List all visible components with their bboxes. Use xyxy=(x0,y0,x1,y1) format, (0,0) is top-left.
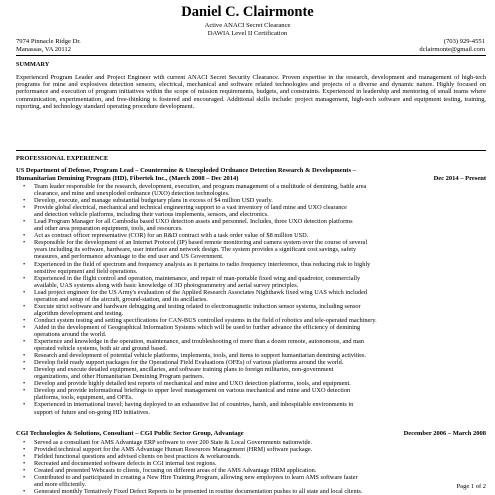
list-item: organizations, and other Humanitarian Demining Program partners. xyxy=(34,373,205,381)
list-item: • Created and presented Webcasts to clients, focusing on different areas of the AMS Advantage HRM application. xyxy=(34,467,495,474)
list-item: • Provide global electrical, mechanical and technical engineering support to a vast inventory of land mine and UXO clearance xyxy=(34,204,495,211)
list-item: • Develop and provide highly detailed test reports of mechanical and mine and UXO detection platforms, tools, and equipment. xyxy=(34,380,495,387)
list-item: measures, and performance advantage to the end user and US Government. xyxy=(34,253,224,261)
certification-line: DAWIA Level II Certification xyxy=(207,30,288,37)
clearance-line: Active ANACI Secret Clearance xyxy=(204,22,291,29)
list-item: • Team leader responsible for the research, development, execution, and program management of a multitude of demining, battle area xyxy=(34,183,495,190)
list-item: • Recreated and documented software defects in CGI internal test regions. xyxy=(34,460,495,467)
list-item: • Develop field ready support packages for the Operational Field Evaluations (OFEs) of various platforms around the world. xyxy=(34,359,495,366)
list-item: • Develop, execute, and manage substantial budgetary plans in excess of $4 million USD yearly. xyxy=(34,197,495,204)
city-address: Manassas, VA 20112 xyxy=(16,46,72,53)
list-item: operation and setup of the aircraft, ground-station, and its ancillaries. xyxy=(34,295,208,303)
list-item: and more efficiently. xyxy=(34,481,87,489)
page-number: Page 1 of 2 xyxy=(456,483,486,490)
list-item: sensitive equipment and field operations. xyxy=(34,267,138,275)
list-item: platforms, tools, equipment, and OFEs. xyxy=(34,394,133,402)
list-item: • Served as a consultant for AMS Advantage ERP software to over 200 State & Local Governments nationwide. xyxy=(34,439,495,446)
list-item: operated vehicle systems, both air and ground based. xyxy=(34,345,168,353)
list-item: • Act as contract officer representative (COR) for an R&D contract with a task order value of $8 million USD. xyxy=(34,232,495,239)
list-item: • Experienced in the field of spectrum and frequency analysis as it pertains to radio frequency interference, thus reducing risk to highly xyxy=(34,261,495,268)
job1-bullet-list xyxy=(16,183,495,416)
list-item: • Responsible for the development of an Internet Protocol (IP) based remote monitoring and camera system over the course of several xyxy=(34,239,495,246)
job1-dates: Dec 2014 – Present xyxy=(433,174,486,182)
job2-title: CGI Technologies & Solutions, Consultant – CGI Public Sector Group, Advantage xyxy=(16,430,244,437)
job2-dates: December 2006 – March 2008 xyxy=(403,430,486,437)
list-item: algorithm development and testing. xyxy=(34,309,124,317)
list-item: • Generated monthly Tentatively Fixed Defect Reports to be presented in routine documentation pushes to all state and local clients. xyxy=(34,488,495,495)
job1-title xyxy=(16,167,486,182)
list-item: • Lead Program Manager for all Cambodia based UXO detection assets and personnel. Includes, three UXO detection platforms xyxy=(34,218,495,225)
phone-number: (703) 929-4551 xyxy=(443,38,485,45)
summary-divider xyxy=(16,150,486,151)
job1-title-row2 xyxy=(16,175,486,183)
list-item: • Contributed to and participated in creating a New Hire Training Program, allowing new employees to learn AMS software faster xyxy=(34,474,495,481)
summary-heading: SUMMARY xyxy=(16,61,50,68)
list-item: • Conduct system testing and setting specifications for CAN-BUS controlled systems in the field of robotics and tele-operated machinery. xyxy=(34,317,495,324)
job2-bullet-list xyxy=(16,439,495,495)
list-item: • Research and development of potential vehicle platforms, implements, tools, and items to support humanitarian demining activities. xyxy=(34,352,495,359)
list-item: • Provided technical support for the AMS Advantage Human Resources Management (HRM) software package. xyxy=(34,446,495,453)
list-item: clearance, and mine and unexploded ordnance (UXO) detection technologies. xyxy=(34,190,230,198)
list-item: operations around the world. xyxy=(34,330,107,338)
job1-title-line1: US Department of Defense, Program Lead – Countermine & Unexploded Ordnance Detection Research & Developments – xyxy=(16,167,356,174)
street-address: 7974 Pinnacle Ridge Dr. xyxy=(16,38,81,45)
header-divider xyxy=(16,55,486,56)
list-item: • Experience and knowledge in the operation, maintenance, and troubleshooting of more than a dozen remote, autonomous, and man xyxy=(34,338,495,345)
candidate-name: Daniel C. Clairmonte xyxy=(181,4,314,20)
list-item: available, UAS systems along with basic knowledge of 3D photogrammetry and aerial survey principles. xyxy=(34,281,299,289)
list-item: years including its software, hardware, user interface and network design. The system provides a significant cost savings, safety xyxy=(34,246,357,254)
list-item: and detection vehicle platforms, including their various implements, sensors, and electronics. xyxy=(34,211,269,219)
job1-title-line2: Humanitarian Demining Program (HD), Fibertek Inc., (March 2008 – Dec 2014) xyxy=(16,174,239,182)
list-item: • Lead project engineer for the US Army's evaluation of the Applied Research Associates Nighthawk fixed wing UAS which included xyxy=(34,289,495,296)
list-item: • Execute strict software and hardware debugging and testing related to electromagnetic induction sensor systems, including sensor xyxy=(34,303,495,310)
summary-text: Experienced Program Leader and Project Engineer with current ANACI Secret Security Clearance. Proven expertise in the research, development and management of high-tech programs for mine and explosives detection sensors, electrical, mechanical and software related technologies and projects of a diverse and dynamic nature. Highly focused on performance and execution of program initiatives within the scope of mission requirements, budgets, and constraints. Experienced in leadership and mentoring of small teams where communication, experimentation, and free-thinking is fostered and encouraged. Additional skills include: project management, high-tech software and equipment testing, training, reporting, and technology standard operating procedure development. xyxy=(16,74,486,110)
list-item: • Experienced in international travel; having deployed to an exhaustive list of countries, harsh, and inhospitable environments in xyxy=(34,401,495,408)
list-item: • Fielded functional questions and advised clients on best practices & workarounds. xyxy=(34,453,495,460)
experience-heading: PROFESSIONAL EXPERIENCE xyxy=(16,155,109,162)
list-item: • Develop and execute detailed equipment, ancillaries, and software training plans to foreign militaries, non-government xyxy=(34,366,495,373)
email-address: dclairmonte@gmail.com xyxy=(419,46,485,53)
list-item: support of future and on-going HD initiatives. xyxy=(34,408,150,416)
list-item: • Develop and provide informational briefings to upper level management on various mechanical and mine and UXO detection xyxy=(34,387,495,394)
list-item: and other area preparation equipment, tools, and resources. xyxy=(34,225,183,233)
job2-title-row xyxy=(16,430,486,438)
list-item: • Aided in the development of Geographical Information Systems which will be used to further advance the efficiency of demining xyxy=(34,324,495,331)
list-item: • Experienced in the flight control and operation, maintenance, and repair of man-portable fixed wing and quadrotor, commercially xyxy=(34,275,495,282)
